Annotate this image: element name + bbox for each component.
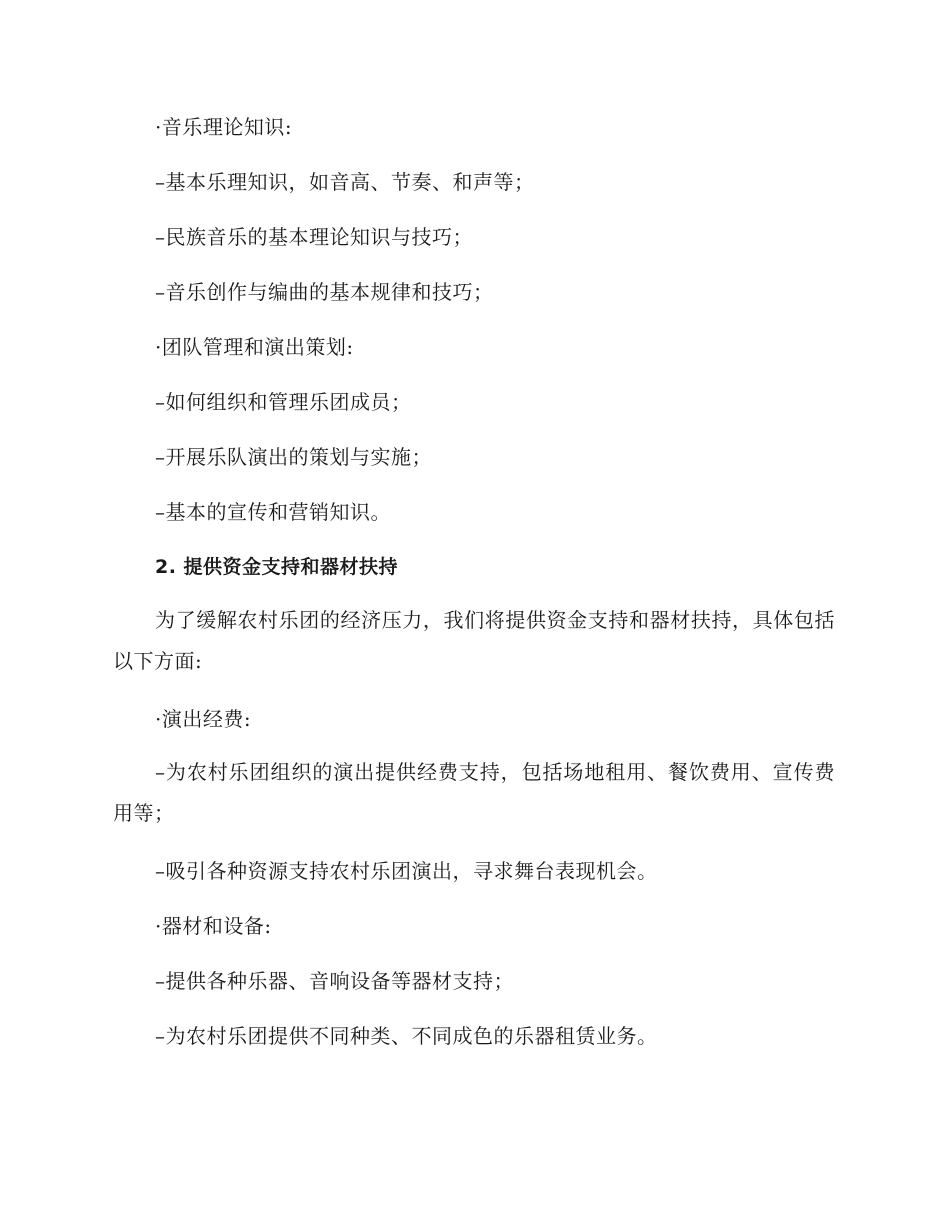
- bullet-performance-funds: ·演出经费:: [155, 707, 252, 731]
- section-heading: 2. 提供资金支持和器材扶持: [155, 556, 399, 578]
- section-intro-paragraph: 为了缓解农村乐团的经济压力，我们将提供资金支持和器材扶持，具体包括以下方面:: [113, 608, 835, 673]
- bullet-music-theory: ·音乐理论知识:: [155, 115, 293, 139]
- list-item: –如何组织和管理乐团成员；: [155, 390, 412, 414]
- list-item: –基本的宣传和营销知识。: [155, 500, 391, 524]
- list-item: –吸引各种资源支持农村乐团演出，寻求舞台表现机会。: [155, 859, 658, 883]
- list-item: –基本乐理知识，如音高、节奏、和声等；: [155, 170, 535, 194]
- list-item: –民族音乐的基本理论知识与技巧；: [155, 225, 473, 249]
- list-item: –开展乐队演出的策划与实施；: [155, 445, 432, 469]
- list-item: –提供各种乐器、音响设备等器材支持；: [155, 969, 514, 993]
- list-item: –音乐创作与编曲的基本规律和技巧；: [155, 280, 494, 304]
- list-item: –为农村乐团组织的演出提供经费支持，包括场地租用、餐饮费用、宣传费用等；: [113, 760, 835, 825]
- bullet-equipment: ·器材和设备:: [155, 914, 272, 938]
- bullet-team-management: ·团队管理和演出策划:: [155, 335, 354, 359]
- list-item: –为农村乐团提供不同种类、不同成色的乐器租赁业务。: [155, 1024, 658, 1048]
